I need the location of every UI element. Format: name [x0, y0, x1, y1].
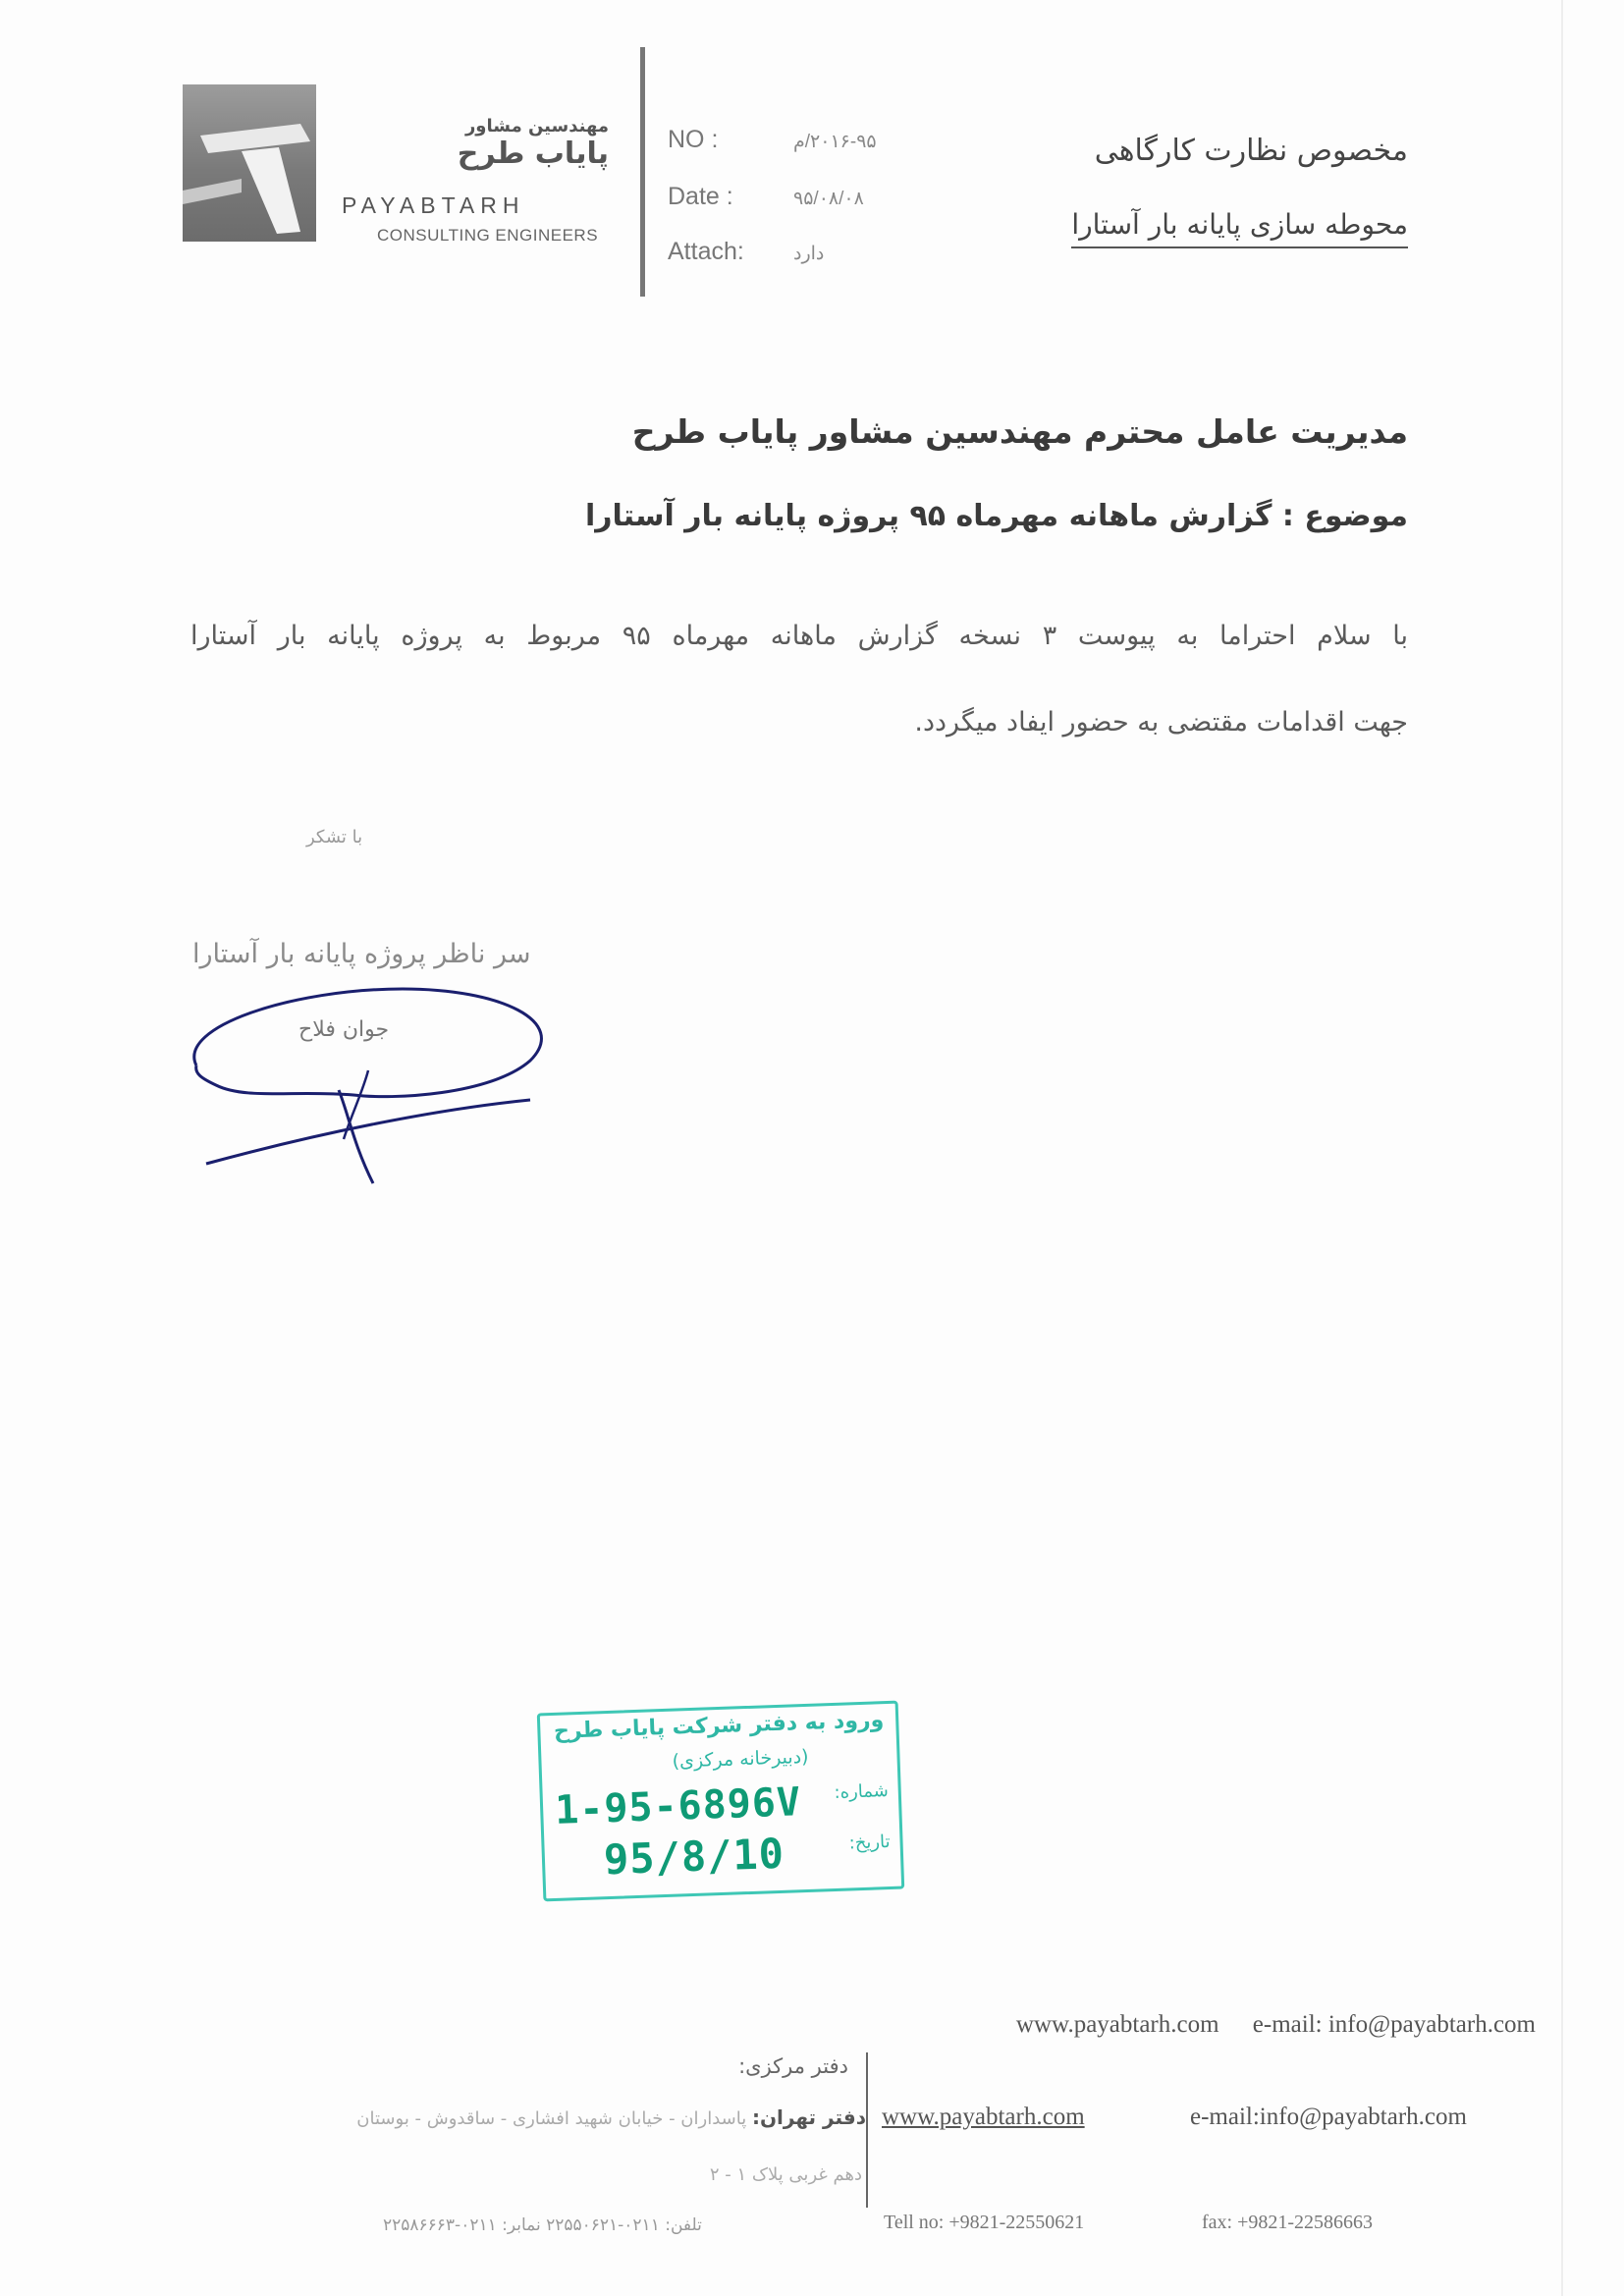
- body-paragraph-1: با سلام احتراما به پیوست ۳ نسخه گزارش ماهانه مهرماه ۹۵ مربوط به پروژه پایانه بار آستارا: [190, 621, 1408, 651]
- stamp-date-label: تاریخ:: [848, 1831, 891, 1854]
- footer-divider: [866, 2052, 868, 2208]
- logo-mark-icon: [183, 84, 316, 242]
- meta-attach: [668, 238, 824, 266]
- header-title: مخصوص نظارت کارگاهی: [1094, 134, 1408, 168]
- no-value: ۲۰۱۶-۹۵/م: [793, 132, 877, 152]
- footer-contact: [1016, 2011, 1536, 2039]
- signatory-title: سر ناظر پروژه پایانه بار آستارا: [192, 939, 531, 969]
- header-project: محوطه سازی پایانه بار آستارا: [1071, 208, 1408, 248]
- logo-fa-main: پایاب طرح: [457, 137, 609, 171]
- logo-fa-small: مهندسین مشاور: [464, 116, 609, 137]
- header-divider: [640, 47, 645, 297]
- signatory-name: جوان فلاح: [298, 1017, 390, 1042]
- stamp-number-label: شماره:: [834, 1780, 890, 1803]
- stamp-line-1: ورود به دفتر شرکت پایاب طرح: [553, 1708, 885, 1744]
- footer-email: e-mail: info@payabtarh.com: [1252, 2011, 1536, 2038]
- meta-date: [668, 183, 864, 211]
- attach-value: دارد: [793, 244, 825, 264]
- tehran-label: دفتر تهران:: [751, 2105, 866, 2129]
- footer-tel: Tell no: +9821-22550621: [884, 2212, 1085, 2233]
- attach-label: Attach:: [668, 238, 744, 265]
- stamp-date-handwritten: 95/8/10: [603, 1829, 785, 1885]
- date-label: Date :: [668, 183, 733, 210]
- page-edge-line: [1561, 0, 1563, 2296]
- date-value: ۹۵/۰۸/۰۸: [793, 189, 864, 209]
- footer-email-2: e-mail:info@payabtarh.com: [1190, 2104, 1467, 2130]
- receipt-stamp: [537, 1701, 904, 1902]
- meta-no: [668, 126, 877, 154]
- address-line-2: دهم غربی پلاک ۱ - ۲: [709, 2164, 862, 2185]
- tel-fa: تلفن: ۰۲۱۱-۲۲۵۵۰۶۲۱: [546, 2215, 702, 2235]
- handwritten-signature: [177, 967, 569, 1203]
- subject-line: موضوع : گزارش ماهانه مهرماه ۹۵ پروژه پایانه بار آستارا: [584, 499, 1408, 533]
- closing-faint: با تشکر: [306, 827, 363, 847]
- addressee: مدیریت عامل محترم مهندسین مشاور پایاب طرح: [631, 412, 1408, 451]
- office-label: دفتر مرکزی:: [738, 2054, 848, 2078]
- footer-fax: fax: +9821-22586663: [1202, 2212, 1374, 2233]
- tehran-address: [356, 2105, 866, 2129]
- fax-fa: نمابر: ۰۲۱۱-۲۲۵۸۶۶۶۳: [383, 2215, 541, 2235]
- footer-website: www.payabtarh.com: [1015, 2011, 1219, 2038]
- body-paragraph-2: جهت اقدامات مقتضی به حضور ایفاد میگردد.: [914, 707, 1408, 738]
- logo-english: PAYABTARH: [342, 192, 525, 218]
- no-label: NO :: [668, 126, 719, 153]
- stamp-line-2: (دبیرخانه مرکزی): [672, 1745, 809, 1773]
- company-logo: [183, 84, 316, 242]
- logo-subtitle: CONSULTING ENGINEERS: [377, 226, 599, 245]
- footer-website-link[interactable]: www.payabtarh.com: [882, 2104, 1085, 2130]
- footer-phones-fa: [353, 2215, 702, 2235]
- logo-persian: [403, 116, 609, 172]
- tehran-address-text: پاسداران - خیابان شهید افشاری - ساقدوش - بوستان: [356, 2108, 747, 2129]
- stamp-number-handwritten: 1-95-6896V: [554, 1779, 802, 1833]
